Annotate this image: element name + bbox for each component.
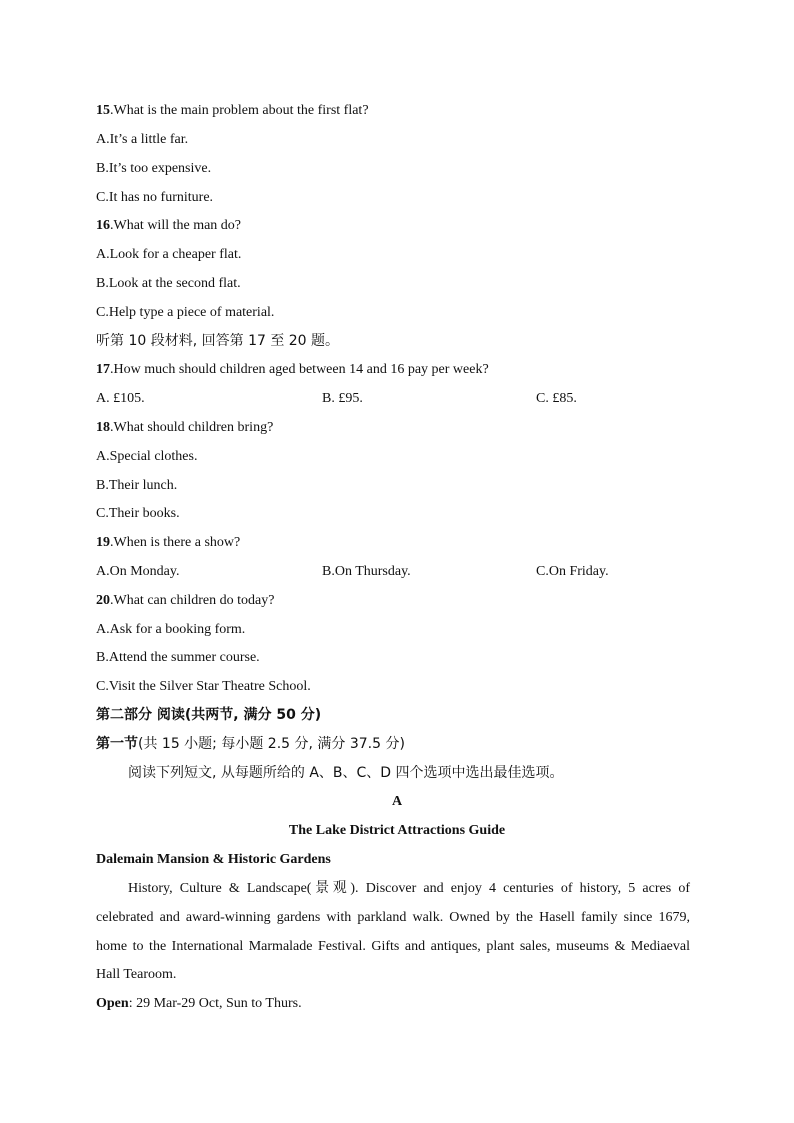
option: C.Visit the Silver Star Theatre School. bbox=[96, 679, 311, 694]
option: A.Ask for a booking form. bbox=[96, 622, 246, 637]
option: B.Attend the summer course. bbox=[96, 650, 260, 665]
open-label: Open bbox=[96, 996, 129, 1011]
option: B. £95. bbox=[322, 391, 363, 406]
option: C.Help type a piece of material. bbox=[96, 305, 275, 320]
option: C. £85. bbox=[536, 391, 577, 406]
option: A.On Monday. bbox=[96, 564, 180, 579]
question-number: 20 bbox=[96, 593, 110, 608]
passage-title: The Lake District Attractions Guide bbox=[288, 823, 506, 838]
question-text: .How much should children aged between 14 and 16 pay per week? bbox=[110, 362, 489, 377]
option: A.Look for a cheaper flat. bbox=[96, 247, 242, 262]
option: B.Their lunch. bbox=[96, 478, 178, 493]
question-number: 17 bbox=[96, 362, 110, 377]
option: C.It has no furniture. bbox=[96, 190, 214, 205]
attraction-description: History, Culture & Landscape(景观). Discover and enjoy 4 centuries of history, 5 acres of celebrated and award-winning gardens with parkland walk. Owned by the Hasell family since 1679, home to the International Marmalade Festival. Gifts and antiques, plant sales, museums & Mediaeval Hall Tearoom. bbox=[96, 881, 690, 983]
open-value: : 29 Mar-29 Oct, Sun to Thurs. bbox=[128, 996, 302, 1011]
option: A.Special clothes. bbox=[96, 449, 198, 464]
section-heading-detail: (共 15 小题; 每小题 2.5 分, 满分 37.5 分) bbox=[138, 736, 405, 752]
section-heading bbox=[96, 735, 405, 753]
question-16 bbox=[96, 217, 241, 235]
option: C.On Friday. bbox=[536, 564, 609, 579]
question-20 bbox=[96, 592, 274, 610]
option: B.On Thursday. bbox=[322, 564, 411, 579]
question-19 bbox=[96, 534, 240, 552]
question-number: 18 bbox=[96, 420, 110, 435]
question-18 bbox=[96, 419, 273, 437]
option: B.It’s too expensive. bbox=[96, 161, 212, 176]
question-17 bbox=[96, 361, 489, 379]
question-number: 19 bbox=[96, 535, 110, 550]
question-text: .What is the main problem about the first flat? bbox=[110, 103, 369, 118]
section-heading-label: 第一节 bbox=[96, 736, 138, 752]
part-heading: 第二部分 阅读(共两节, 满分 50 分) bbox=[96, 707, 322, 723]
option: C.Their books. bbox=[96, 506, 180, 521]
attraction-name: Dalemain Mansion & Historic Gardens bbox=[96, 852, 331, 867]
question-number: 16 bbox=[96, 218, 110, 233]
question-15 bbox=[96, 102, 369, 120]
question-text: .What will the man do? bbox=[110, 218, 242, 233]
section-instruction: 听第 10 段材料, 回答第 17 至 20 题。 bbox=[96, 333, 340, 349]
question-text: .What can children do today? bbox=[110, 593, 275, 608]
reading-instruction: 阅读下列短文, 从每题所给的 A、B、C、D 四个选项中选出最佳选项。 bbox=[128, 765, 564, 781]
option: A.It’s a little far. bbox=[96, 132, 189, 147]
question-text: .What should children bring? bbox=[110, 420, 274, 435]
opening-times bbox=[96, 995, 302, 1013]
question-number: 15 bbox=[96, 103, 110, 118]
question-text: .When is there a show? bbox=[110, 535, 241, 550]
passage-letter: A bbox=[391, 794, 403, 809]
option: B.Look at the second flat. bbox=[96, 276, 241, 291]
option: A. £105. bbox=[96, 391, 145, 406]
